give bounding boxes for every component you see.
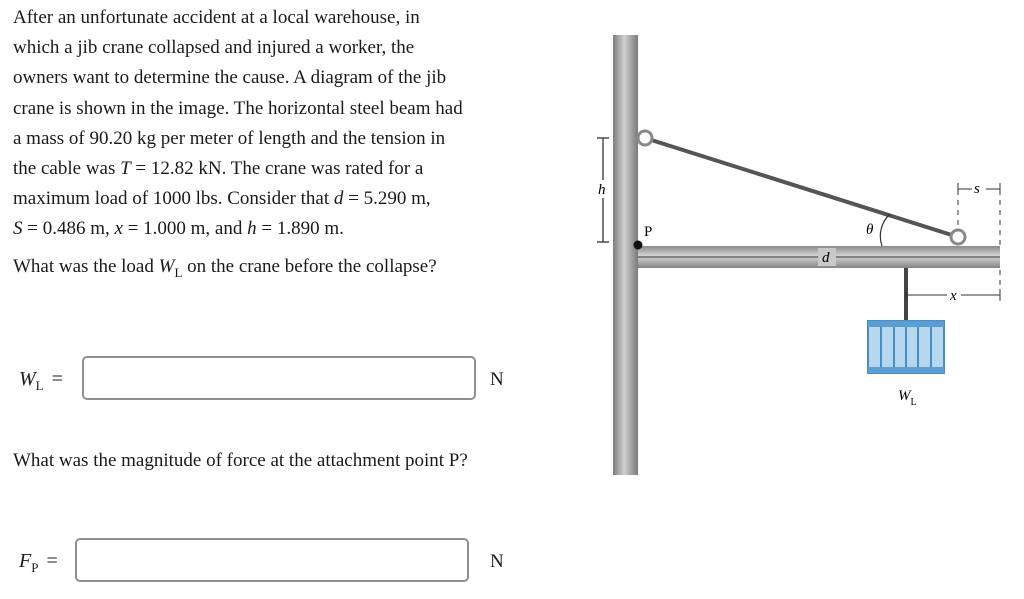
text: What was the load	[13, 256, 159, 277]
var-F: F	[19, 550, 32, 572]
answer-label-WL	[19, 368, 63, 394]
problem-line: a mass of 90.20 kg per meter of length and the tension in	[13, 127, 446, 149]
answer-label-FP	[19, 550, 58, 576]
problem-line: which a jib crane collapsed and injured a worker, the	[13, 37, 415, 59]
label-theta: θ	[866, 222, 874, 238]
h-dimension	[595, 138, 611, 242]
theta-arc	[880, 214, 890, 246]
label-WL: $W_L$	[898, 388, 917, 408]
var-x: x	[114, 218, 123, 240]
label-x: x	[950, 288, 957, 304]
problem-line: crane is shown in the image. The horizontal steel beam had	[13, 97, 463, 119]
label-P: P	[644, 224, 653, 240]
load-crate	[868, 321, 944, 373]
var-S: S	[13, 218, 23, 240]
problem-line: After an unfortunate accident at a local warehouse, in	[13, 7, 420, 28]
var-h: h	[247, 218, 257, 240]
label-d: d	[822, 250, 830, 266]
x-dimension	[906, 270, 1000, 304]
text: = 1.890 m.	[256, 218, 344, 240]
equals: =	[51, 368, 63, 390]
label-s: s	[974, 181, 980, 197]
equals: =	[46, 550, 58, 572]
jib-crane-diagram	[590, 30, 1010, 480]
var-d: d	[333, 188, 344, 210]
load-input[interactable]	[82, 356, 476, 400]
var-W: W	[158, 256, 175, 277]
problem-line	[13, 214, 513, 244]
unit-label: N	[490, 369, 504, 390]
text: = 0.486 m,	[22, 218, 115, 240]
var-W: W	[19, 368, 36, 390]
subscript: L	[174, 264, 183, 280]
vertical-mast	[613, 35, 638, 475]
problem-line	[13, 184, 513, 214]
question-force: What was the magnitude of force at the attachment point P?	[13, 450, 468, 471]
force-input[interactable]	[75, 538, 469, 582]
subscript: L	[35, 378, 44, 393]
text: the cable was	[13, 158, 121, 180]
attachment-point-P	[634, 241, 643, 250]
cable-end-pin	[951, 230, 965, 244]
text: = 12.82 kN. The crane was rated for a	[130, 158, 424, 180]
question-load	[13, 256, 437, 281]
cable	[645, 138, 958, 237]
problem-line: owners want to determine the cause. A diagram of the jib	[13, 67, 447, 89]
var-T: T	[120, 158, 131, 180]
cable-top-pin	[638, 131, 652, 145]
text: = 1.000 m, and	[122, 218, 248, 240]
text: on the crane before the collapse?	[182, 256, 437, 277]
problem-statement	[13, 3, 513, 245]
unit-label: N	[490, 551, 504, 572]
text: maximum load of 1000 lbs. Consider that	[13, 188, 334, 210]
text: = 5.290 m,	[343, 188, 431, 210]
label-h: h	[598, 182, 606, 198]
problem-line	[13, 154, 513, 184]
subscript: P	[31, 560, 39, 575]
